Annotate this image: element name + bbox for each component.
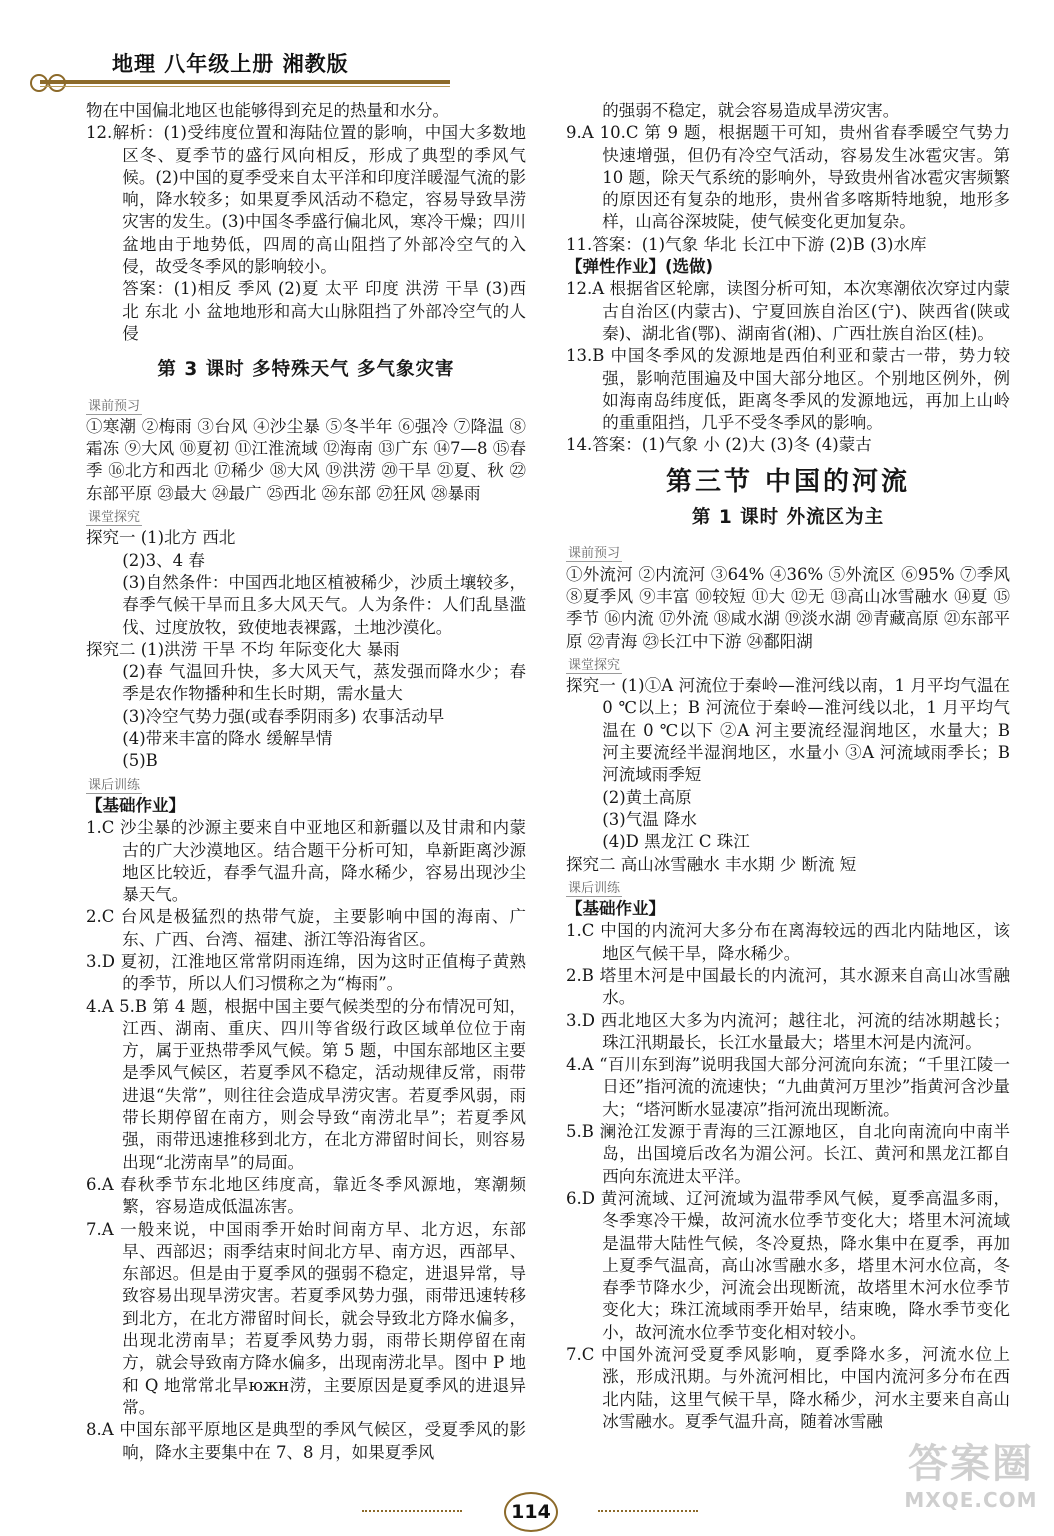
text-paragraph: 4.A 5.B 第 4 题，根据中国主要气候类型的分布情况可知，江西、湖南、重庆、四川等省级行政区域单位位于南方，属于亚热带季风气候。第 5 题，中国东部地区主要是季风气候区，若夏季风不稳定，活动规律反常，雨带进退“失常”，则往往会造成旱涝灾害。若夏季风弱，雨带长期停留在南方，则会导致“南涝北旱”；若夏季风强，雨带迅速推移到北方，在北方滞留时间长，则容易出现“北涝南旱”的局面。 <box>86 996 526 1172</box>
text-paragraph: (3)气温 降水 <box>602 809 697 829</box>
text-paragraph: 【基础作业】 <box>566 899 665 919</box>
text-paragraph: 12.A 根据省区轮廓，读图分析可知，本次寒潮依次穿过内蒙古自治区(内蒙古)、宁夏回族自治区(宁)、陕西省(陕或秦)、湖北省(鄂)、湖南省(湘)、广西壮族自治区(桂)。 <box>566 279 1010 343</box>
text-paragraph: 8.A 中国东部平原地区是典型的季风气候区，受夏季风的影响，降水主要集中在 7、8 月，如果夏季风 <box>86 1420 526 1462</box>
page-dots-left <box>362 1510 462 1512</box>
text-paragraph: 探究二 (1)洪涝 干旱 不均 年际变化大 暴雨 <box>86 639 400 659</box>
left-column <box>86 100 526 1464</box>
text-paragraph: (2)3、4 春 <box>122 550 205 570</box>
text-paragraph: 4.A “百川东到海”说明我国大部分河流向东流；“千里江陵一日还”指河流的流速快；“九曲黄河万里沙”指黄河含沙量大；“塔河断水显凄凉”指河流出现断流。 <box>566 1055 1010 1119</box>
watermark-logo <box>896 1440 1046 1530</box>
text-paragraph: 12.解析：(1)受纬度位置和海陆位置的影响，中国大多数地区冬、夏季节的盛行风向相反，形成了典型的季风气候。(2)中国的夏季受来自太平洋和印度洋暖湿气流的影响，降水较多；如果夏季风活动不稳定，容易导致旱涝灾害的发生。(3)中国冬季盛行偏北风，寒冷干燥；四川盆地由于地势低，四周的高山阻挡了外部冷空气的入侵，故受冬季风的影响较小。 <box>86 123 526 277</box>
header-rule <box>40 80 450 84</box>
section-tag: 课堂探究 <box>568 657 621 673</box>
text-paragraph: 5.B 澜沧江发源于青海的三江源地区，自北向南流向中南半岛，出国境后改名为湄公河。长江、黄河和黑龙江都自西向东流进太平洋。 <box>566 1122 1010 1186</box>
watermark-url: MXQE.COM <box>904 1488 1038 1512</box>
page-number-area <box>470 1492 590 1532</box>
section-tag: 课堂探究 <box>88 510 141 526</box>
text-paragraph: (4)带来丰富的降水 缓解旱情 <box>122 729 333 749</box>
text-paragraph: 11.答案：(1)气象 华北 长江中下游 (2)B (3)水库 <box>566 234 927 254</box>
page-header <box>30 44 450 94</box>
text-paragraph: 探究一 (1)①A 河流位于秦岭—淮河线以南，1 月平均气温在 0 ℃以上；B 河流位于秦岭—淮河线以北，1 月平均气温在 0 ℃以下 ②A 河主要流经湿润地区，水量大；B 河主要流经半湿润地区，水量小 ③A 河流域雨季长；B 河流域雨季短 <box>566 676 1010 785</box>
text-paragraph: 【基础作业】 <box>86 795 185 815</box>
text-paragraph: 3.D 夏初，江淮地区常常阴雨连绵，因为这时正值梅子黄熟的季节，所以人们习惯称之为“梅雨”。 <box>86 951 526 994</box>
text-paragraph: ①寒潮 ②梅雨 ③台风 ④沙尘暴 ⑤冬半年 ⑥强冷 ⑦降温 ⑧霜冻 ⑨大风 ⑩夏初 ⑪江淮流域 ⑫海南 ⑬广东 ⑭7—8 ⑮春季 ⑯北方和西北 ⑰稀少 ⑱大风 ⑲洪涝 ⑳干旱 ㉑夏、秋 ㉒东部平原 ㉓最大 ㉔最广 ㉕西北 ㉖东部 ㉗狂风 ㉘暴雨 <box>86 416 526 503</box>
text-paragraph: 探究二 高山冰雪融水 丰水期 少 断流 短 <box>566 854 857 874</box>
page-number: 114 <box>504 1492 558 1532</box>
text-paragraph: 【弹性作业】(选做) <box>566 257 714 277</box>
text-paragraph: (3)冷空气势力强(或春季阴雨多) 农事活动早 <box>122 706 445 726</box>
text-paragraph: 探究一 (1)北方 西北 <box>86 528 236 548</box>
lesson-title: 第 3 课时 多特殊天气 多气象灾害 <box>157 359 455 381</box>
text-paragraph: 物在中国偏北地区也能够得到充足的热量和水分。 <box>86 101 449 120</box>
text-paragraph: 14.答案：(1)气象 小 (2)大 (3)冬 (4)蒙古 <box>566 435 872 455</box>
text-paragraph: 2.B 塔里木河是中国最长的内流河，其水源来自高山冰雪融水。 <box>566 965 1010 1008</box>
section-tag: 课前预习 <box>568 546 621 562</box>
section-tag: 课后训练 <box>568 880 621 896</box>
section-tag: 课前预习 <box>88 398 141 414</box>
text-paragraph: 13.B 中国冬季风的发源地是西伯利亚和蒙古一带，势力较强，影响范围遍及中国大部分地区。个别地区例外，例如海南岛纬度低，距离冬季风的发源地远，再加上山岭的重重阻挡，几乎不受冬季风的影响。 <box>566 346 1010 433</box>
text-paragraph: 2.C 台风是极猛烈的热带气旋，主要影响中国的海南、广东、广西、台湾、福建、浙江等沿海省区。 <box>86 907 526 949</box>
watermark-text: 答案圈 <box>908 1441 1034 1487</box>
text-paragraph: 9.A 10.C 第 9 题，根据题干可知，贵州省春季暖空气势力快速增强，但仍有冷空气活动，容易发生冰雹灾害。第 10 题，除天气系统的影响外，导致贵州省冰雹灾害频繁的原因还有复杂的地形，贵州省多喀斯特地貌，地形多样，山高谷深坡陡，使气候变化更加复杂。 <box>566 123 1010 232</box>
right-column <box>566 100 1010 1433</box>
lesson-title: 第 1 课时 外流区为主 <box>691 507 885 529</box>
header-rule-thin <box>40 86 450 87</box>
text-paragraph: ①外流河 ②内流河 ③64% ④36% ⑤外流区 ⑥95% ⑦季风 ⑧夏季风 ⑨丰富 ⑩较短 ⑪大 ⑫无 ⑬高山冰雪融水 ⑭夏 ⑮季节 ⑯内流 ⑰外流 ⑱咸水湖 ⑲淡水湖 ⑳青藏高原 ㉑东部平原 ㉒青海 ㉓长江中下游 ㉔鄱阳湖 <box>566 564 1010 651</box>
text-paragraph: (5)B <box>122 751 158 771</box>
text-paragraph: 7.C 中国外流河受夏季风影响，夏季降水多，河流水位上涨，形成汛期。与外流河相比，中国内流河多分布在西北内陆，这里气候干旱，降水稀少，河水主要来自高山冰雪融水。夏季气温升高，随着冰雪融 <box>566 1345 1010 1431</box>
text-paragraph: 答案：(1)相反 季风 (2)夏 太平 印度 洪涝 干旱 (3)西北 东北 小 盆地地形和高大山脉阻挡了外部冷空气的人侵 <box>122 279 526 343</box>
text-paragraph: 1.C 中国的内流河大多分布在离海较远的西北内陆地区，该地区气候干旱，降水稀少。 <box>566 921 1010 963</box>
text-paragraph: (4)D 黑龙江 C 珠江 <box>602 832 750 852</box>
text-paragraph: (2)春 气温回升快，多大风天气，蒸发强而降水少；春季是农作物播种和生长时期，需水量大 <box>122 662 526 704</box>
page-dots-right <box>598 1510 698 1512</box>
text-paragraph: 的强弱不稳定，就会容易造成旱涝灾害。 <box>602 101 900 120</box>
text-paragraph: 7.A 一般来说，中国雨季开始时间南方早、北方迟，东部早、西部迟；雨季结束时间北方早、南方迟，西部早、东部迟。但是由于夏季风的强弱不稳定，进退异常，导致容易出现旱涝灾害。若夏季风势力强，雨带迅速转移到北方，在北方滞留时间长，就会导致北方降水偏多，出现北涝南旱；若夏季风势力弱，雨带长期停留在南方，就会导致南方降水偏多，出现南涝北旱。图中 P 地和 Q 地常常北旱южн涝，主要原因是夏季风的进退异常。 <box>86 1219 526 1417</box>
text-paragraph: 6.A 春秋季节东北地区纬度高，靠近冬季风源地，寒潮频繁，容易造成低温冻害。 <box>86 1174 526 1217</box>
section-title: 第三节 中国的河流 <box>665 466 911 497</box>
text-paragraph: (3)自然条件：中国西北地区植被稀少，沙质土壤较多，春季气候干旱而且多大风天气。人为条件：人们乱垦滥伐、过度放牧，致使地表裸露，土地沙漠化。 <box>122 572 526 637</box>
section-tag: 课后训练 <box>88 777 141 793</box>
text-paragraph: (2)黄土高原 <box>602 787 692 807</box>
text-paragraph: 1.C 沙尘暴的沙源主要来自中亚地区和新疆以及甘肃和内蒙古的广大沙漠地区。结合题干分析可知，阜新距离沙源地区比较近，春季气温升高，降水稀少，容易出现沙尘暴天气。 <box>86 818 526 905</box>
text-paragraph: 6.D 黄河流域、辽河流域为温带季风气候，夏季高温多雨，冬季寒冷干燥，故河流水位季节变化大；塔里木河流域是温带大陆性气候，冬冷夏热，降水集中在夏季，再加上夏季气温高，高山冰雪融水多，塔里木河水位高，冬春季节降水少，河流会出现断流，故塔里木河水位季节变化大；珠江流域雨季开始早，结束晚，降水季节变化小，故河流水位季节变化相对较小。 <box>566 1188 1010 1342</box>
book-title: 地理 八年级上册 湘教版 <box>112 52 349 76</box>
text-paragraph: 3.D 西北地区大多为内流河；越往北，河流的结冰期越长；珠江汛期最长，长江水量最大；塔里木河是内流河。 <box>566 1010 1010 1052</box>
